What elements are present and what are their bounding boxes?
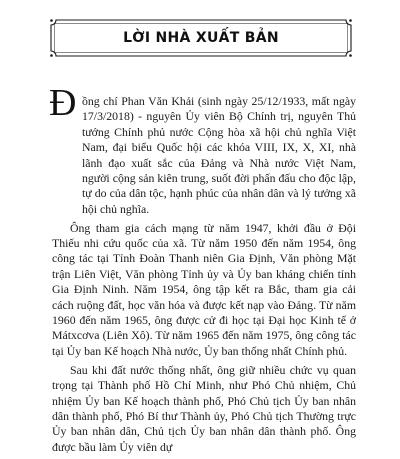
dropcap-letter: Đ — [49, 82, 77, 124]
paragraph-1 — [49, 82, 356, 217]
page-title: LỜI NHÀ XUẤT BẢN — [123, 30, 279, 46]
paragraph-2: Ông tham gia cách mạng từ năm 1947, khởi đầu ở Đội Thiếu nhi cứu quốc của xã. Từ năm 1950 đến năm 1954, ông công tác tại Tỉnh Đoàn Thanh niên Gia Định, Văn phòng Mặt trận Liên Việt, Văn phòng Tỉnh ủy và Ủy ban kháng chiến tỉnh Gia Định Ninh. Năm 1954, ông tập kết ra Bắc, tham gia cải cách ruộng đất, học văn hóa và được kết nạp vào Đảng. Từ năm 1960 đến năm 1965, ông được cử đi học tại Đại học Kinh tế ở Mátxcơva (Liên Xô). Từ năm 1965 đến năm 1975, ông công tác tại Ủy ban Kế hoạch Nhà nước, Ủy ban thống nhất Chính phủ. — [52, 220, 356, 358]
body-text — [49, 82, 356, 459]
paragraph-1-text: ồng chí Phan Văn Khải (sinh ngày 25/12/1933, mất ngày 17/3/2018) - nguyên Ủy viên Bộ Chính trị, nguyên Thủ tướng Chính phủ nước Cộng hòa xã hội chủ nghĩa Việt Nam, đại biểu Quốc hội các khóa VIII, IX, X, XI, nhà lãnh đạo xuất sắc của Đảng và Nhà nước Việt Nam, người cộng sản kiên trung, suốt đời phấn đấu cho độc lập, tự do của dân tộc, hạnh phúc của nhân dân và lý tưởng xã hội chủ nghĩa. — [82, 94, 356, 216]
paragraph-3: Sau khi đất nước thống nhất, ông giữ nhiều chức vụ quan trọng tại Thành phố Hồ Chí Minh, như Phó Chủ nhiệm, Chủ nhiệm Ủy ban Kế hoạch thành phố, Phó Chủ tịch Ủy ban nhân dân thành phố, Phó Bí thư Thành ủy, Phó Chủ tịch Thường trực Ủy ban nhân dân, Chủ tịch Ủy ban nhân dân thành phố. Ông được bầu làm Ủy viên dự — [52, 362, 356, 454]
title-box — [50, 19, 352, 57]
